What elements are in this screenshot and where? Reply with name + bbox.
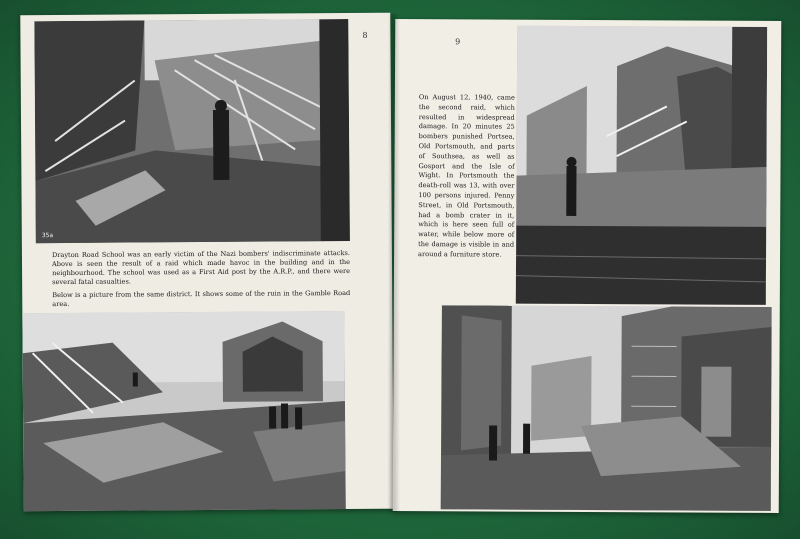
book-gutter: [388, 14, 400, 512]
photo-gamble-road-ruins: [22, 311, 345, 511]
photo-penny-street-crater: [516, 26, 767, 305]
ruins-illustration: [22, 311, 345, 511]
photo-drayton-road-school: [34, 19, 350, 243]
caption-paragraph-1: Drayton Road School was an early victim of the Nazi bombers' indiscriminate attacks. Above is seen the result of a raid which made havoc in the building and in the neighbourhood. The school was used as a First Aid post by the A.R.P., and there were several fatal casualties.: [51, 249, 351, 287]
right-page: [393, 19, 782, 513]
street-damage-illustration: [441, 305, 772, 511]
raid-description-text: On August 12, 1940, came the second raid, which resulted in widespread damage. In 20 minutes 25 bombers punished Portsea, Old Portsmouth, and parts of Southsea, as well as Gosport and the Isle of Wight. In Portsmouth the death-roll was 13, with over 100 persons injured. Penny Street, in Old Portsmouth, had a bomb crater in it, which is here seen full of water, while below more of the damage is visible in and around a furniture store.: [418, 93, 515, 259]
rubble-illustration: [34, 19, 350, 243]
page-number-right: 9: [455, 37, 461, 47]
left-page: [20, 13, 393, 512]
photo-mark: 35a: [41, 232, 54, 240]
page-number-left: 8: [362, 30, 368, 40]
crater-illustration: [516, 26, 767, 305]
photo-furniture-store-damage: [441, 305, 772, 511]
caption-paragraph-2: Below is a picture from the same district. It shows some of the ruin in the Gamble Road area.: [52, 289, 351, 309]
